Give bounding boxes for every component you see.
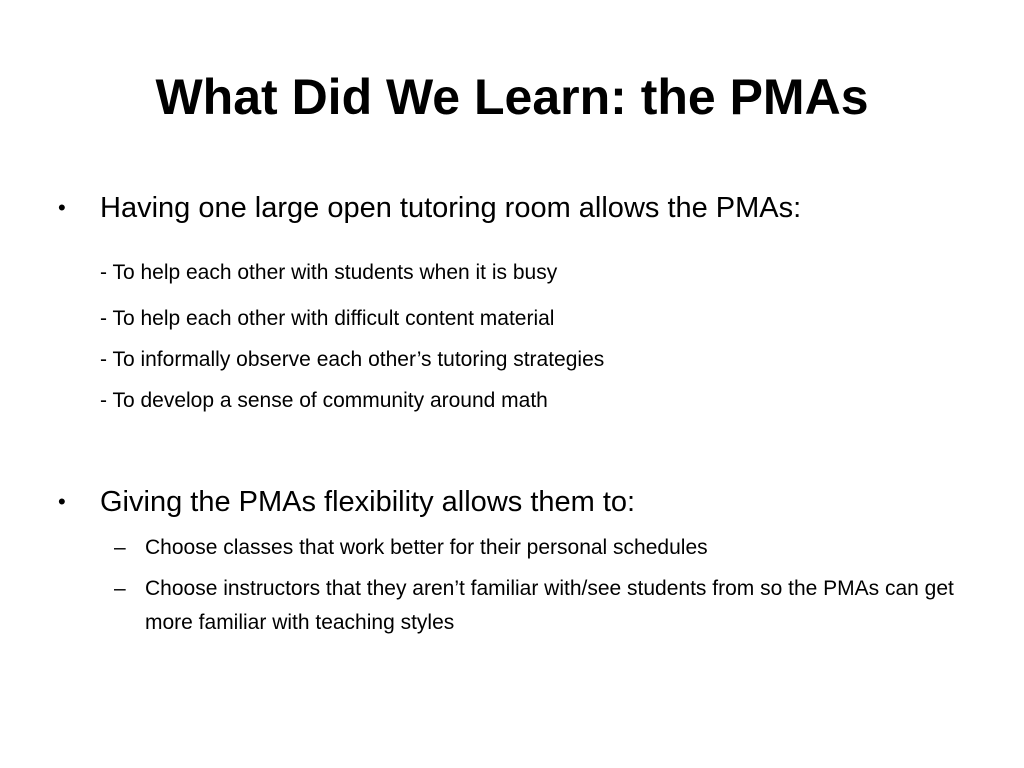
sub-item-text: Choose classes that work better for their personal schedules [145,536,708,559]
bullet-icon: • [58,489,66,514]
dash-icon: – [114,536,126,559]
bullet-text: Having one large open tutoring room allows the PMAs: [100,192,802,224]
bullet-item-flexibility [58,482,978,522]
sub-line-help-busy: - To help each other with students when it is busy [100,261,558,284]
bullet-icon: • [58,195,66,220]
sub-item-choose-instructors [114,572,974,640]
sub-line-observe: - To informally observe each other’s tutoring strategies [100,348,605,371]
dash-icon: – [114,577,126,600]
sub-line-help-content: - To help each other with difficult content material [100,307,555,330]
bullet-text: Giving the PMAs flexibility allows them to: [100,486,636,518]
bullet-item-open-room [58,188,978,228]
sub-item-choose-classes [114,531,974,565]
slide-title: What Did We Learn: the PMAs [155,69,869,125]
sub-item-text: Choose instructors that they aren’t familiar with/see students from so the PMAs can get more familiar with teaching styles [145,577,954,634]
sub-line-community: - To develop a sense of community around math [100,389,548,412]
